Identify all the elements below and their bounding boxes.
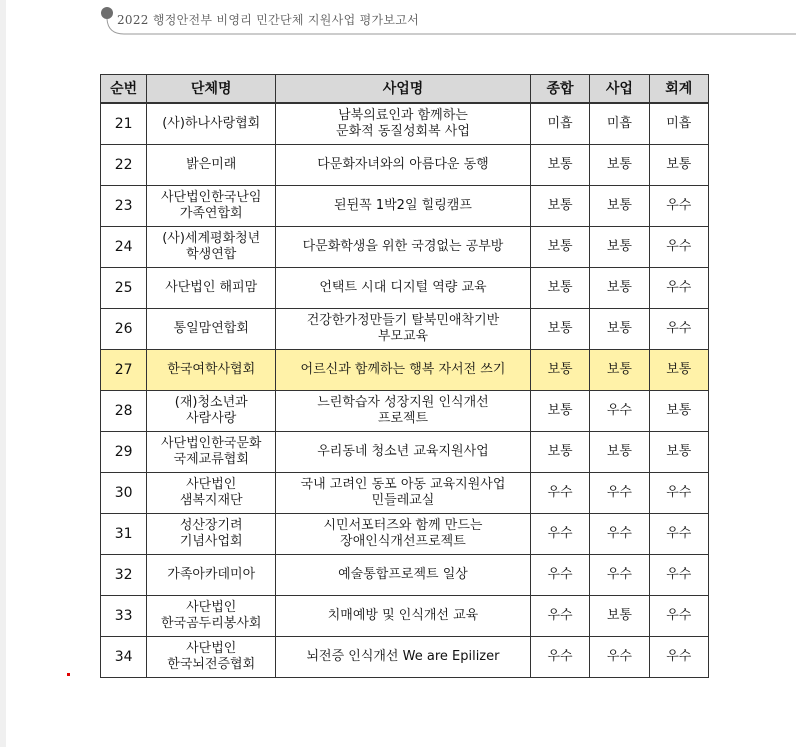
cell-total: 보통 (530, 432, 589, 473)
cell-account: 우수 (649, 227, 708, 268)
table-row (101, 391, 709, 432)
table-row (101, 268, 709, 309)
cell-total: 보통 (530, 268, 589, 309)
cell-project: 남북의료인과 함께하는 문화적 동질성회복 사업 (276, 103, 531, 145)
header-title: 2022 행정안전부 비영리 민간단체 지원사업 평가보고서 (117, 13, 420, 27)
cell-no: 30 (101, 473, 147, 514)
cell-no: 26 (101, 309, 147, 350)
table-row (101, 555, 709, 596)
cell-account: 우수 (649, 596, 708, 637)
cell-project: 예술통합프로젝트 일상 (276, 555, 531, 596)
cell-account: 우수 (649, 309, 708, 350)
cell-business: 우수 (590, 555, 649, 596)
cell-org: 통일맘연합회 (147, 309, 276, 350)
table-row (101, 227, 709, 268)
document-page (6, 0, 796, 747)
table-row (101, 350, 709, 391)
cell-no: 34 (101, 637, 147, 678)
cell-business: 보통 (590, 432, 649, 473)
cell-total: 보통 (530, 350, 589, 391)
table-row (101, 596, 709, 637)
table-body (101, 103, 709, 678)
cell-org: 사단법인 한국곰두리봉사회 (147, 596, 276, 637)
cell-business: 미흡 (590, 103, 649, 145)
cell-account: 보통 (649, 391, 708, 432)
cell-project: 국내 고려인 동포 아동 교육지원사업 민들레교실 (276, 473, 531, 514)
cell-org: 한국여학사협회 (147, 350, 276, 391)
cell-account: 우수 (649, 514, 708, 555)
cell-total: 보통 (530, 145, 589, 186)
cell-org: 성산장기려 기념사업회 (147, 514, 276, 555)
cell-business: 보통 (590, 309, 649, 350)
cell-account: 우수 (649, 637, 708, 678)
table-row (101, 186, 709, 227)
cell-business: 보통 (590, 596, 649, 637)
table-row (101, 637, 709, 678)
cell-project: 건강한가정만들기 탈북민애착기반 부모교육 (276, 309, 531, 350)
cell-project: 치매예방 및 인식개선 교육 (276, 596, 531, 637)
cell-no: 27 (101, 350, 147, 391)
cell-org: (재)청소년과 사람사랑 (147, 391, 276, 432)
column-header-account: 회계 (649, 75, 708, 104)
cell-org: 사단법인 한국뇌전증협회 (147, 637, 276, 678)
evaluation-table (100, 74, 709, 678)
cell-business: 보통 (590, 268, 649, 309)
table-row (101, 145, 709, 186)
cell-account: 보통 (649, 350, 708, 391)
cell-total: 보통 (530, 227, 589, 268)
cell-total: 우수 (530, 637, 589, 678)
cell-org: 사단법인한국문화 국제교류협회 (147, 432, 276, 473)
cell-no: 29 (101, 432, 147, 473)
column-header-org: 단체명 (147, 75, 276, 104)
cell-business: 우수 (590, 637, 649, 678)
cell-business: 우수 (590, 391, 649, 432)
cell-no: 23 (101, 186, 147, 227)
cell-no: 31 (101, 514, 147, 555)
cell-total: 우수 (530, 555, 589, 596)
cell-no: 28 (101, 391, 147, 432)
table-header-row (101, 75, 709, 104)
table-row (101, 103, 709, 145)
cell-no: 32 (101, 555, 147, 596)
cell-account: 우수 (649, 473, 708, 514)
table-row (101, 432, 709, 473)
cell-account: 보통 (649, 432, 708, 473)
cell-project: 어르신과 함께하는 행복 자서전 쓰기 (276, 350, 531, 391)
cell-org: 밝은미래 (147, 145, 276, 186)
cell-business: 보통 (590, 227, 649, 268)
cell-total: 보통 (530, 391, 589, 432)
cell-no: 21 (101, 103, 147, 145)
cell-account: 미흡 (649, 103, 708, 145)
column-header-total: 종합 (530, 75, 589, 104)
cell-total: 미흡 (530, 103, 589, 145)
cell-project: 느린학습자 성장지원 인식개선 프로젝트 (276, 391, 531, 432)
cell-total: 보통 (530, 186, 589, 227)
cell-account: 우수 (649, 555, 708, 596)
column-header-project: 사업명 (276, 75, 531, 104)
table-row (101, 309, 709, 350)
cell-project: 우리동네 청소년 교육지원사업 (276, 432, 531, 473)
cell-account: 보통 (649, 145, 708, 186)
cell-org: 가족아카데미아 (147, 555, 276, 596)
column-header-no: 순번 (101, 75, 147, 104)
column-header-business: 사업 (590, 75, 649, 104)
page-header (6, 0, 796, 45)
cell-total: 우수 (530, 596, 589, 637)
cell-business: 우수 (590, 514, 649, 555)
cell-total: 보통 (530, 309, 589, 350)
stray-mark (67, 673, 70, 676)
cell-business: 보통 (590, 186, 649, 227)
cell-no: 33 (101, 596, 147, 637)
cell-account: 우수 (649, 186, 708, 227)
cell-project: 시민서포터즈와 함께 만드는 장애인식개선프로젝트 (276, 514, 531, 555)
cell-no: 22 (101, 145, 147, 186)
cell-org: (사)세계평화청년 학생연합 (147, 227, 276, 268)
cell-total: 우수 (530, 473, 589, 514)
table-row (101, 514, 709, 555)
cell-account: 우수 (649, 268, 708, 309)
cell-org: 사단법인 샘복지재단 (147, 473, 276, 514)
cell-project: 뇌전증 인식개선 We are Epilizer (276, 637, 531, 678)
cell-project: 언택트 시대 디지털 역량 교육 (276, 268, 531, 309)
cell-no: 25 (101, 268, 147, 309)
cell-project: 다문화학생을 위한 국경없는 공부방 (276, 227, 531, 268)
cell-project: 된뒨꼭 1박2일 힐링캠프 (276, 186, 531, 227)
cell-no: 24 (101, 227, 147, 268)
cell-business: 보통 (590, 145, 649, 186)
cell-org: (사)하나사랑협회 (147, 103, 276, 145)
cell-business: 우수 (590, 473, 649, 514)
cell-project: 다문화자녀와의 아름다운 동행 (276, 145, 531, 186)
cell-org: 사단법인 해피맘 (147, 268, 276, 309)
header-bullet (101, 7, 113, 19)
table-row (101, 473, 709, 514)
cell-org: 사단법인한국난임 가족연합회 (147, 186, 276, 227)
cell-business: 보통 (590, 350, 649, 391)
cell-total: 우수 (530, 514, 589, 555)
